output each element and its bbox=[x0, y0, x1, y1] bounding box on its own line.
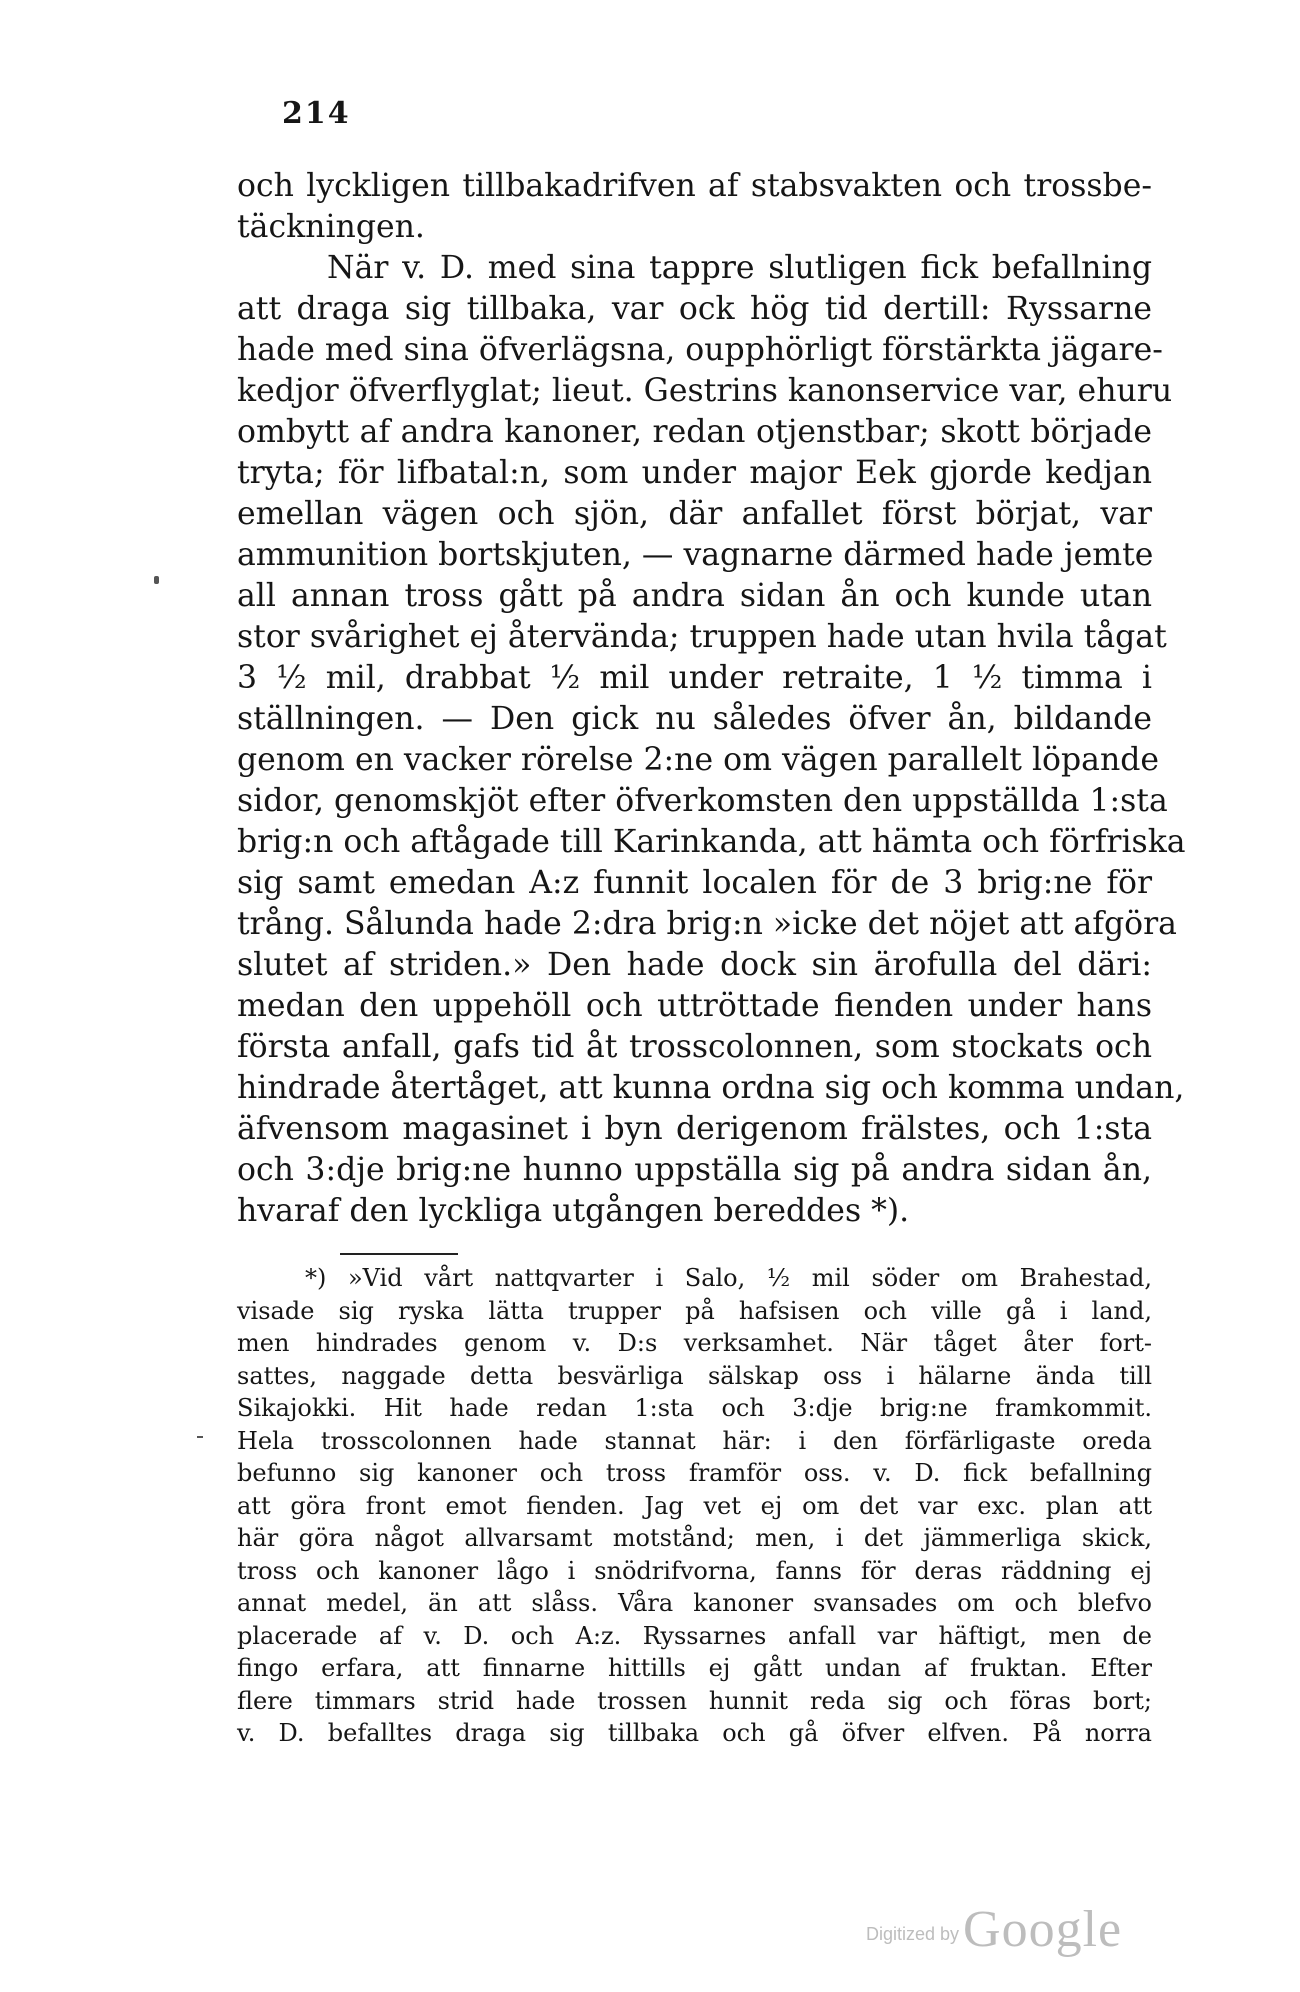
text-line: hvaraf den lyckliga utgången bereddes *). bbox=[237, 1193, 910, 1229]
footnote-line: fingo erfara, att finnarne hittills ej gått undan af fruktan. Efter bbox=[237, 1654, 1152, 1682]
footnote-line: flere timmars strid hade trossen hunnit reda sig och föras bort; bbox=[237, 1686, 1152, 1715]
footnote-line: befunno sig kanoner och tross framför oss. v. D. fick befallning bbox=[237, 1459, 1152, 1487]
footnote-line: annat medel, än att slåss. Våra kanoner svansades om och blefvo bbox=[237, 1589, 1152, 1617]
text-line: första anfall, gafs tid åt trosscolonnen, som stockats och bbox=[237, 1029, 1152, 1065]
text-line: slutet af striden.» Den hade dock sin ärofulla del däri: bbox=[237, 947, 1152, 983]
text-line: tryta; för lifbatal:n, som under major Eek gjorde kedjan bbox=[237, 455, 1152, 491]
text-line: När v. D. med sina tappre slutligen fick befallning bbox=[327, 250, 1152, 286]
text-line: hade med sina öfverlägsna, oupphörligt förstärkta jägare- bbox=[237, 332, 1163, 368]
digitized-watermark bbox=[866, 1900, 1122, 1959]
text-line: all annan tross gått på andra sidan ån och kunde utan bbox=[237, 578, 1152, 614]
text-line: stor svårighet ej återvända; truppen hade utan hvila tågat bbox=[237, 619, 1167, 655]
watermark-prefix: Digitized by bbox=[866, 1924, 960, 1944]
text-line: ammunition bortskjuten, — vagnarne därmed hade jemte bbox=[237, 537, 1154, 573]
google-logo: Google bbox=[963, 1901, 1123, 1958]
page-number: 214 bbox=[282, 96, 351, 131]
body-text bbox=[237, 166, 1186, 1232]
footnote-line: *) »Vid vårt nattqvarter i Salo, ½ mil söder om Brahestad, bbox=[305, 1264, 1152, 1292]
text-line: att draga sig tillbaka, var ock hög tid dertill: Ryssarne bbox=[237, 291, 1152, 327]
text-line: och 3:dje brig:ne hunno uppställa sig på andra sidan ån, bbox=[237, 1152, 1152, 1188]
footnote-line: tross och kanoner lågo i snödrifvorna, fanns för deras räddning ej bbox=[237, 1556, 1152, 1585]
margin-mark bbox=[197, 1436, 203, 1438]
text-line: hindrade återtåget, att kunna ordna sig och komma undan, bbox=[237, 1070, 1185, 1106]
text-line: och lyckligen tillbakadrifven af stabsvakten och trossbe- bbox=[237, 168, 1152, 204]
text-line: 3 ½ mil, drabbat ½ mil under retraite, 1 ½ timma i bbox=[237, 660, 1152, 696]
footnote bbox=[237, 1262, 1152, 1750]
footnote-line: Sikajokki. Hit hade redan 1:sta och 3:dje brig:ne framkommit. bbox=[237, 1394, 1152, 1422]
margin-mark bbox=[154, 576, 159, 584]
text-line: täckningen. bbox=[237, 209, 425, 245]
text-line: brig:n och aftågade till Karinkanda, att hämta och förfriska bbox=[237, 824, 1186, 860]
text-line: medan den uppehöll och uttröttade fienden under hans bbox=[237, 988, 1152, 1024]
text-line: genom en vacker rörelse 2:ne om vägen parallelt löpande bbox=[237, 742, 1160, 778]
text-line: kedjor öfverflyglat; lieut. Gestrins kanonservice var, ehuru bbox=[237, 373, 1173, 409]
text-line: trång. Sålunda hade 2:dra brig:n »icke det nöjet att afgöra bbox=[237, 906, 1177, 942]
footnote-line: att göra front emot fienden. Jag vet ej om det var exc. plan att bbox=[237, 1491, 1152, 1520]
footnote-line: v. D. befalltes draga sig tillbaka och gå öfver elfven. På norra bbox=[237, 1719, 1152, 1747]
text-line: ställningen. — Den gick nu således öfver ån, bildande bbox=[237, 701, 1152, 737]
footnote-line: men hindrades genom v. D:s verksamhet. När tåget åter fort- bbox=[237, 1329, 1152, 1357]
text-line: ombytt af andra kanoner, redan otjenstbar; skott började bbox=[237, 414, 1152, 450]
text-line: emellan vägen och sjön, där anfallet först börjat, var bbox=[237, 496, 1152, 532]
footnote-line: placerade af v. D. och A:z. Ryssarnes anfall var häftigt, men de bbox=[237, 1621, 1152, 1650]
footnote-rule bbox=[340, 1253, 458, 1255]
text-line: äfvensom magasinet i byn derigenom frälstes, och 1:sta bbox=[237, 1111, 1152, 1147]
text-line: sidor, genomskjöt efter öfverkomsten den uppställda 1:sta bbox=[237, 783, 1168, 819]
text-line: sig samt emedan A:z funnit localen för de 3 brig:ne för bbox=[237, 865, 1152, 901]
footnote-line: sattes, naggade detta besvärliga sälskap oss i hälarne ända till bbox=[237, 1361, 1152, 1390]
footnote-line: Hela trosscolonnen hade stannat här: i den förfärligaste oreda bbox=[237, 1426, 1152, 1455]
footnote-line: visade sig ryska lätta trupper på hafsisen och ville gå i land, bbox=[237, 1296, 1152, 1325]
footnote-line: här göra något allvarsamt motstånd; men, i det jämmerliga skick, bbox=[237, 1524, 1152, 1552]
